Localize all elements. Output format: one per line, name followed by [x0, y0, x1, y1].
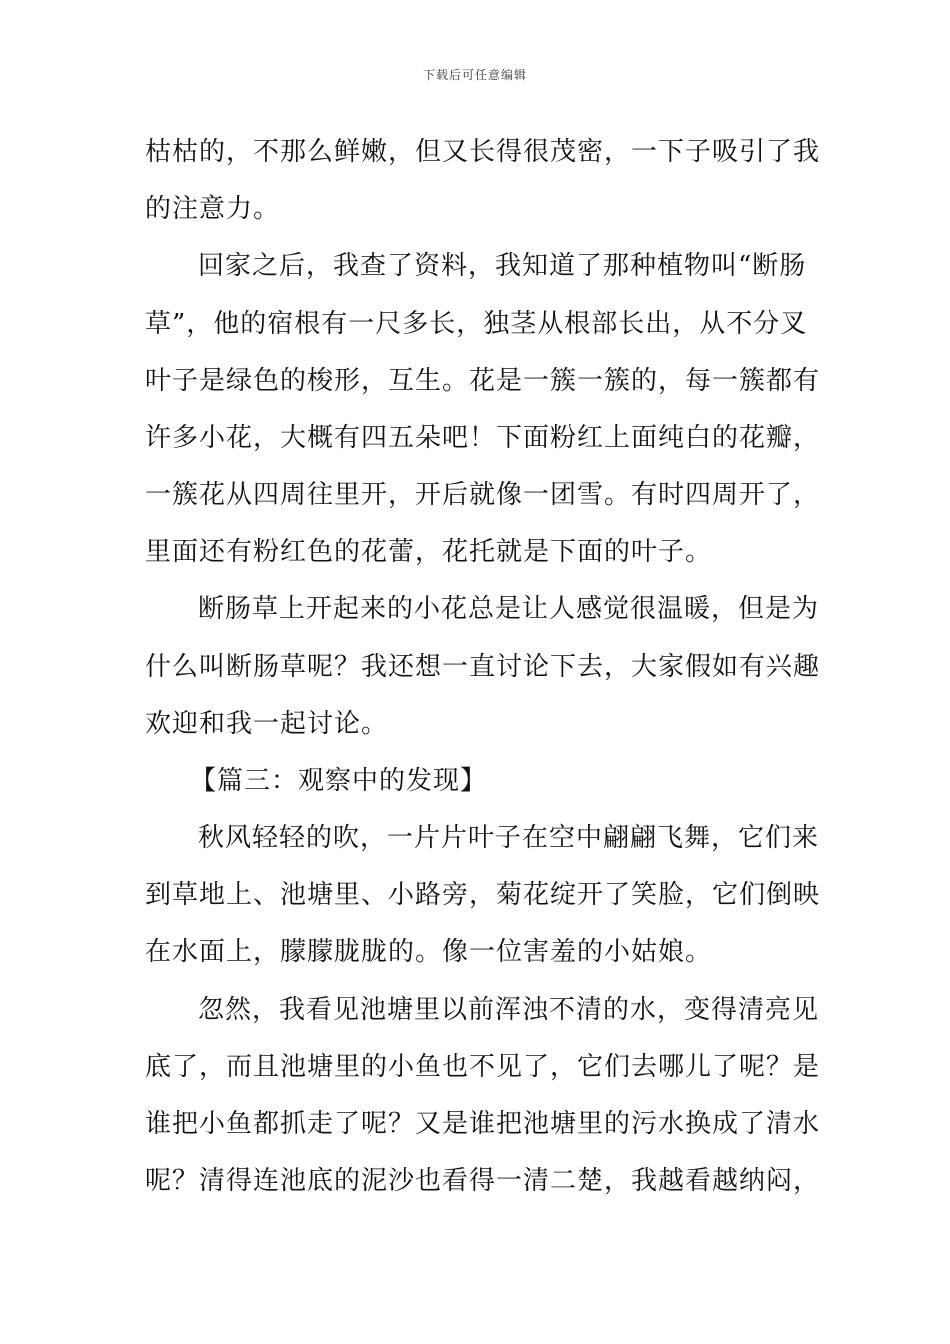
- text-line: 里面还有粉红色的花蕾，花托就是下面的叶子。: [145, 537, 713, 567]
- text-line: 欢迎和我一起讨论。: [145, 709, 389, 739]
- text-line: 什么叫断肠草呢？我还想一直讨论下去，大家假如有兴趣: [145, 652, 821, 682]
- paragraph-start-line: 断肠草上开起来的小花总是让人感觉很温暖，但是为: [198, 594, 820, 624]
- text-line: 许多小花，大概有四五朵吧！下面粉红上面纯白的花瓣，: [145, 423, 821, 453]
- text-line: 底了，而且池塘里的小鱼也不见了，它们去哪儿了呢？是: [145, 1052, 821, 1082]
- text-line: 呢？清得连池底的泥沙也看得一清二楚，我越看越纳闷，: [145, 1166, 821, 1196]
- text-line: 的注意力。: [145, 194, 281, 224]
- text-line: 到草地上、池塘里、小路旁，菊花绽开了笑脸，它们倒映: [145, 880, 821, 910]
- text-line: 草”，他的宿根有一尺多长，独茎从根部长出，从不分叉: [145, 309, 808, 339]
- text-line: 枯枯的，不那么鲜嫩，但又长得很茂密，一下子吸引了我: [145, 137, 821, 167]
- paragraph-start-line: 忽然，我看见池塘里以前浑浊不清的水，变得清亮见: [198, 995, 820, 1025]
- paragraph-start-line: 秋风轻轻的吹，一片片叶子在空中翩翩飞舞，它们来: [198, 823, 820, 853]
- text-line: 谁把小鱼都抓走了呢？又是谁把池塘里的污水换成了清水: [145, 1109, 821, 1139]
- text-line: 在水面上，朦朦胧胧的。像一位害羞的小姑娘。: [145, 937, 713, 967]
- paragraph-start-line: 回家之后，我查了资料，我知道了那种植物叫“断肠: [198, 251, 807, 281]
- section-heading: 【篇三：观察中的发现】: [190, 766, 488, 796]
- text-line: 一簇花从四周往里开，开后就像一团雪。有时四周开了，: [145, 480, 821, 510]
- page-header: 下载后可任意编辑: [422, 68, 527, 82]
- text-line: 叶子是绿色的梭形，互生。花是一簇一簇的，每一簇都有: [145, 366, 821, 396]
